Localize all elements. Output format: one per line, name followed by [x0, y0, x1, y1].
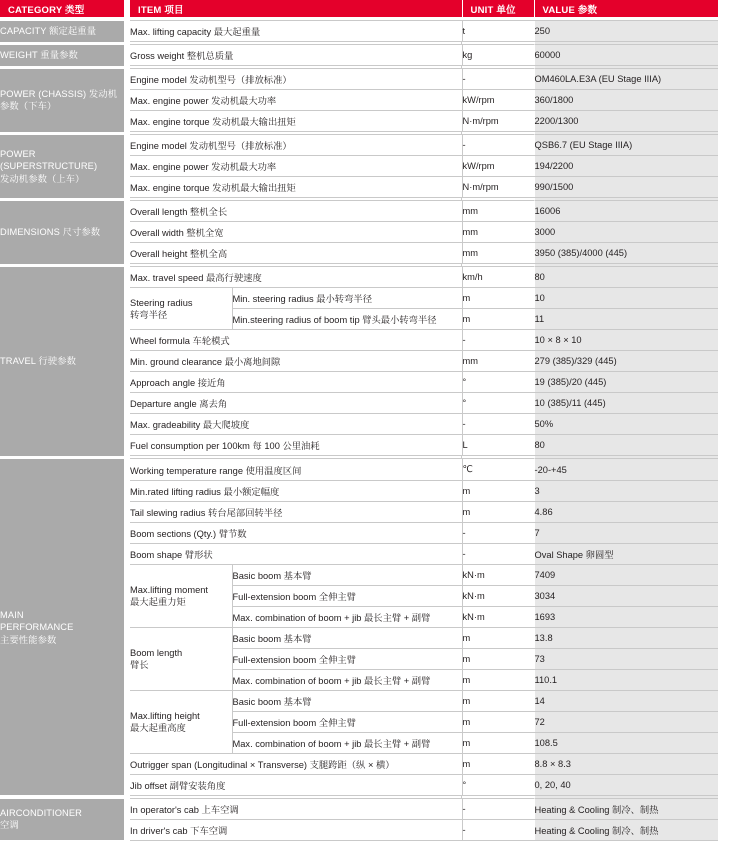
table-row	[0, 21, 718, 42]
item-label: Overall length 整机全长	[130, 201, 462, 222]
item-label: Overall height 整机全高	[130, 243, 462, 264]
value-label: Heating & Cooling 制冷、制热	[534, 819, 718, 840]
item-label: Max. gradeability 最大爬坡度	[130, 414, 462, 435]
category-cell	[0, 267, 124, 456]
header-cell-value	[534, 0, 718, 17]
value-label: OM460LA.E3A (EU Stage IIIA)	[534, 69, 718, 90]
unit-label: m	[462, 711, 534, 732]
unit-label: m	[462, 309, 534, 330]
category-label-line: (SUPERSTRUCTURE)	[0, 161, 98, 172]
unit-label: -	[462, 799, 534, 820]
item-label: Full-extension boom 全伸主臂	[232, 711, 462, 732]
unit-label: m	[462, 480, 534, 501]
item-label: Basic boom 基本臂	[232, 690, 462, 711]
value-label: 360/1800	[534, 90, 718, 111]
unit-label: ℃	[462, 459, 534, 480]
item-label: Max. combination of boom + jib 最长主臂 + 副臂	[232, 732, 462, 753]
value-label: 108.5	[534, 732, 718, 753]
value-label: 14	[534, 690, 718, 711]
item-label: Tail slewing radius 转台尾部回转半径	[130, 501, 462, 522]
value-label: 3950 (385)/4000 (445)	[534, 243, 718, 264]
item-label: Max. travel speed 最高行驶速度	[130, 267, 462, 288]
header-cell-category	[0, 0, 124, 17]
item-label: Max. engine power 发动机最大功率	[130, 156, 462, 177]
item-label: Overall width 整机全宽	[130, 222, 462, 243]
unit-label: -	[462, 414, 534, 435]
value-label: 73	[534, 648, 718, 669]
item-label: Jib offset 副臂安装角度	[130, 774, 462, 795]
unit-label: -	[462, 522, 534, 543]
table-row	[0, 135, 718, 156]
item-group-label-cn: 最大起重力矩	[130, 596, 186, 607]
item-label: Engine model 发动机型号（排放标准）	[130, 135, 462, 156]
item-label: Max. engine torque 发动机最大输出扭矩	[130, 111, 462, 132]
unit-label: L	[462, 435, 534, 456]
item-group-label	[130, 627, 232, 690]
value-label: 80	[534, 267, 718, 288]
row-spacer	[130, 66, 718, 70]
value-label: 10 (385)/11 (445)	[534, 393, 718, 414]
item-label: Boom sections (Qty.) 臂节数	[130, 522, 462, 543]
category-label-line: MAIN	[0, 609, 24, 620]
item-label: Basic boom 基本臂	[232, 564, 462, 585]
value-label: 13.8	[534, 627, 718, 648]
unit-label: kg	[462, 45, 534, 66]
category-cell	[0, 21, 124, 42]
header-cell-item	[130, 0, 462, 17]
item-label: Full-extension boom 全伸主臂	[232, 648, 462, 669]
unit-label: kW/rpm	[462, 156, 534, 177]
unit-label: °	[462, 774, 534, 795]
value-label: 8.8 × 8.3	[534, 753, 718, 774]
category-label-line: POWER	[0, 148, 36, 159]
item-label: Max. combination of boom + jib 最长主臂 + 副臂	[232, 606, 462, 627]
unit-label: t	[462, 21, 534, 42]
table-header-row	[0, 0, 718, 17]
item-label: Fuel consumption per 100km 每 100 公里油耗	[130, 435, 462, 456]
value-label: 60000	[534, 45, 718, 66]
unit-label: -	[462, 543, 534, 564]
value-label: QSB6.7 (EU Stage IIIA)	[534, 135, 718, 156]
unit-label: -	[462, 819, 534, 840]
header-label-item: ITEM 项目	[138, 4, 184, 16]
value-label: 990/1500	[534, 177, 718, 198]
value-label: 11	[534, 309, 718, 330]
row-spacer	[130, 456, 718, 460]
item-group-label-en: Boom length	[130, 647, 183, 658]
category-label-line: AIRCONDITIONER	[0, 807, 82, 818]
item-group-label-cn: 臂长	[130, 659, 149, 670]
row-spacer	[130, 264, 718, 268]
value-label: 72	[534, 711, 718, 732]
item-label: Working temperature range 使用温度区间	[130, 459, 462, 480]
item-group-label-cn: 转弯半径	[130, 309, 168, 320]
item-group-label-en: Max.lifting height	[130, 710, 200, 721]
item-label: Max. engine torque 发动机最大输出扭矩	[130, 177, 462, 198]
header-label-category: CATEGORY 类型	[8, 4, 85, 16]
unit-label: -	[462, 135, 534, 156]
unit-label: N·m/rpm	[462, 177, 534, 198]
row-spacer	[130, 795, 718, 799]
value-label: 10 × 8 × 10	[534, 330, 718, 351]
row-spacer	[130, 198, 718, 202]
value-label: 50%	[534, 414, 718, 435]
item-label: Wheel formula 车轮模式	[130, 330, 462, 351]
unit-label: mm	[462, 222, 534, 243]
unit-label: m	[462, 732, 534, 753]
table-row	[0, 201, 718, 222]
unit-label: m	[462, 753, 534, 774]
item-label: Min. ground clearance 最小离地间隙	[130, 351, 462, 372]
unit-label: m	[462, 690, 534, 711]
value-label: 0, 20, 40	[534, 774, 718, 795]
value-label: 16006	[534, 201, 718, 222]
table-row	[0, 69, 718, 90]
value-label: 1693	[534, 606, 718, 627]
row-spacer	[130, 42, 718, 46]
value-label: 80	[534, 435, 718, 456]
value-label: 19 (385)/20 (445)	[534, 372, 718, 393]
item-group-label	[130, 690, 232, 753]
unit-label: kW/rpm	[462, 90, 534, 111]
row-spacer	[130, 132, 718, 136]
value-label: 10	[534, 288, 718, 309]
item-group-label-cn: 最大起重高度	[130, 722, 186, 733]
item-group-label-en: Steering radius	[130, 297, 193, 308]
category-cell	[0, 45, 124, 66]
item-label: Min. steering radius 最小转弯半径	[232, 288, 462, 309]
item-label: Max. combination of boom + jib 最长主臂 + 副臂	[232, 669, 462, 690]
item-label: Engine model 发动机型号（排放标准）	[130, 69, 462, 90]
unit-label: mm	[462, 243, 534, 264]
item-label: In driver's cab 下车空调	[130, 819, 462, 840]
unit-label: m	[462, 501, 534, 522]
category-cell	[0, 135, 124, 198]
category-cell	[0, 69, 124, 132]
item-label: Min.rated lifting radius 最小额定幅度	[130, 480, 462, 501]
item-label: Outrigger span (Longitudinal × Transverse) 支腿跨距（纵 × 横）	[130, 753, 462, 774]
unit-label: km/h	[462, 267, 534, 288]
unit-label: -	[462, 69, 534, 90]
value-label: 250	[534, 21, 718, 42]
unit-label: N·m/rpm	[462, 111, 534, 132]
item-group-label-en: Max.lifting moment	[130, 584, 209, 595]
item-group-label	[130, 564, 232, 627]
value-label: 3	[534, 480, 718, 501]
header-label-unit: UNIT 单位	[470, 4, 516, 16]
unit-label: °	[462, 393, 534, 414]
item-label: Gross weight 整机总质量	[130, 45, 462, 66]
table-row	[0, 459, 718, 480]
item-label: Basic boom 基本臂	[232, 627, 462, 648]
unit-label: m	[462, 648, 534, 669]
value-label: 110.1	[534, 669, 718, 690]
unit-label: kN·m	[462, 606, 534, 627]
unit-label: kN·m	[462, 585, 534, 606]
unit-label: mm	[462, 351, 534, 372]
category-label-line: DIMENSIONS 尺寸参数	[0, 227, 101, 238]
table-row	[0, 799, 718, 820]
item-label: Max. lifting capacity 最大起重量	[130, 21, 462, 42]
unit-label: m	[462, 627, 534, 648]
unit-label: m	[462, 669, 534, 690]
category-label-line: 主要性能参数	[0, 634, 57, 645]
category-label-line: CAPACITY 额定起重量	[0, 25, 97, 36]
value-label: -20-+45	[534, 459, 718, 480]
value-label: 7409	[534, 564, 718, 585]
table-row	[0, 45, 718, 66]
item-label: Boom shape 臂形状	[130, 543, 462, 564]
unit-label: °	[462, 372, 534, 393]
category-label-line: 空调	[0, 820, 19, 831]
value-label: Oval Shape 卵圆型	[534, 543, 718, 564]
category-cell	[0, 459, 124, 795]
unit-label: m	[462, 288, 534, 309]
value-label: 2200/1300	[534, 111, 718, 132]
value-label: 279 (385)/329 (445)	[534, 351, 718, 372]
category-label-line: WEIGHT 重量参数	[0, 50, 78, 61]
category-label-line: POWER (CHASSIS) 发动机参数（下车）	[0, 88, 118, 112]
item-label: Max. engine power 发动机最大功率	[130, 90, 462, 111]
category-label-line: PERFORMANCE	[0, 622, 74, 633]
value-label: 3034	[534, 585, 718, 606]
category-label-line: TRAVEL 行驶参数	[0, 356, 77, 367]
item-label: Full-extension boom 全伸主臂	[232, 585, 462, 606]
category-cell	[0, 201, 124, 264]
item-label: Departure angle 离去角	[130, 393, 462, 414]
item-group-label	[130, 288, 232, 330]
category-label-line: 发动机参数（上车）	[0, 173, 85, 184]
category-cell	[0, 799, 124, 841]
unit-label: mm	[462, 201, 534, 222]
unit-label: -	[462, 330, 534, 351]
table-row	[0, 267, 718, 288]
value-label: 3000	[534, 222, 718, 243]
item-label: Min.steering radius of boom tip 臂头最小转弯半径	[232, 309, 462, 330]
header-cell-unit	[462, 0, 534, 17]
value-label: 194/2200	[534, 156, 718, 177]
unit-label: kN·m	[462, 564, 534, 585]
value-label: Heating & Cooling 制冷、制热	[534, 799, 718, 820]
header-label-value: VALUE 参数	[542, 4, 598, 16]
item-label: Approach angle 接近角	[130, 372, 462, 393]
item-label: In operator's cab 上车空调	[130, 799, 462, 820]
value-label: 4.86	[534, 501, 718, 522]
value-label: 7	[534, 522, 718, 543]
